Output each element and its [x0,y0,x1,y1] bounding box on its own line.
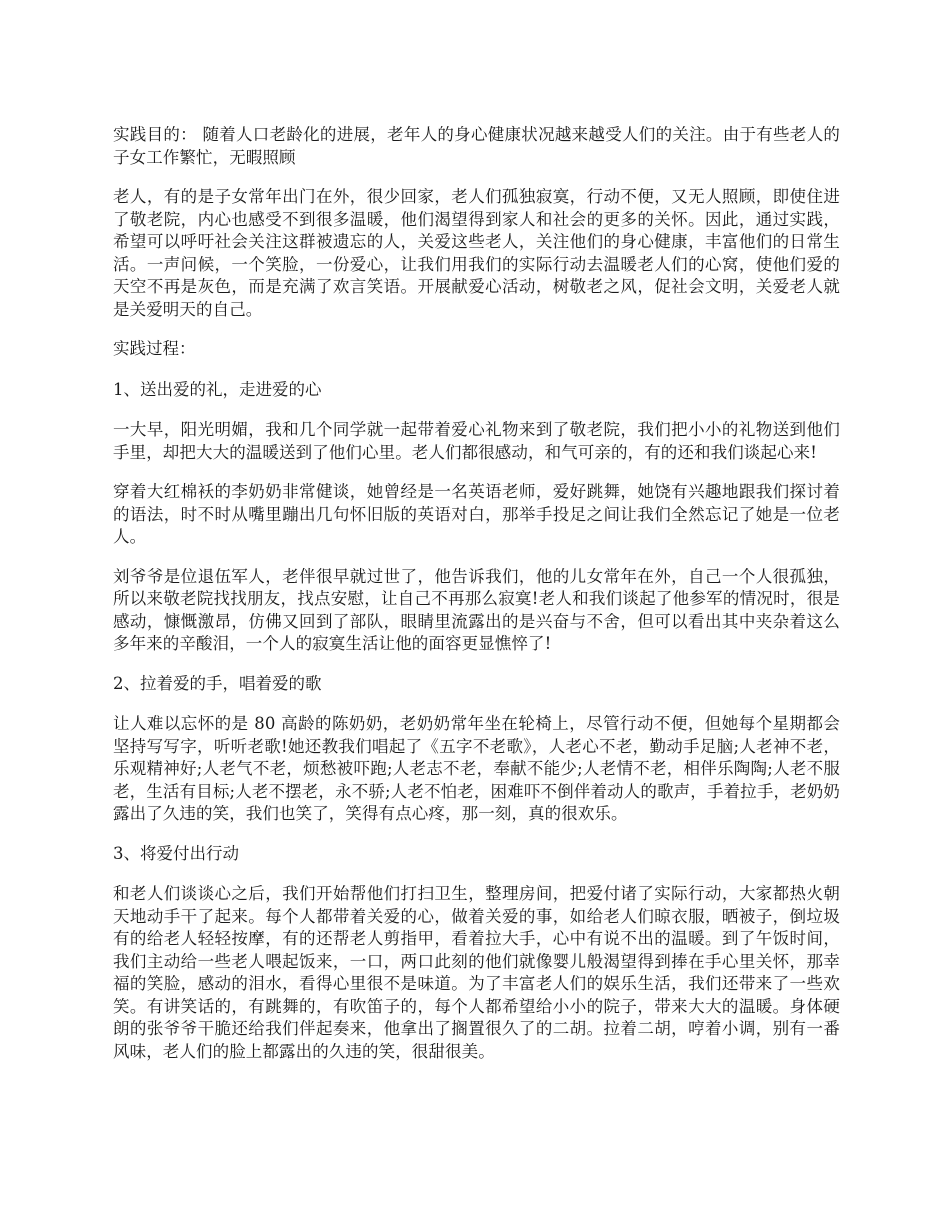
section-1-paragraph-2: 穿着大红棉袄的李奶奶非常健谈，她曾经是一名英语老师，爱好跳舞，她饶有兴趣地跟我们探讨着的语法，时不时从嘴里蹦出几句怀旧版的英语对白，那举手投足之间让我们全然忘记了她是一位老人。 [113,482,840,546]
process-heading: 实践过程： [113,339,196,358]
purpose-continued-paragraph: 老人，有的是子女常年出门在外，很少回家，老人们孤独寂寞，行动不便，又无人照顾，即使住进了敬老院，内心也感受不到很多温暖，他们渴望得到家人和社会的更多的关怀。因此，通过实践，希望可以呼吁社会关注这群被遗忘的人，关爱这些老人，关注他们的身心健康，丰富他们的日常生活。一声问候，一个笑脸，一份爱心，让我们用我们的实际行动去温暖老人们的心窝，使他们爱的天空不再是灰色，而是充满了欢言笑语。开展献爱心活动，树敬老之风，促社会文明，关爱老人就是关爱明天的自己。 [113,187,840,319]
purpose-paragraph: 实践目的： 随着人口老龄化的进展，老年人的身心健康状况越来越受人们的关注。由于有些老人的子女工作繁忙，无暇照顾 [113,125,840,167]
section-3-heading: 3、将爱付出行动 [113,843,239,863]
section-2-heading: 2、拉着爱的手，唱着爱的歌 [113,673,322,693]
section-1-paragraph-1: 一大早，阳光明媚，我和几个同学就一起带着爱心礼物来到了敬老院，我们把小小的礼物送到他们手里，却把大大的温暖送到了他们心里。老人们都很感动，和气可亲的，有的还和我们谈起心来! [113,420,840,462]
section-3-paragraph: 和老人们谈谈心之后，我们开始帮他们打扫卫生，整理房间，把爱付诸了实际行动，大家都热火朝天地动手干了起来。每个人都带着关爱的心，做着关爱的事，如给老人们晾衣服，晒被子，倒垃圾有的给老人轻轻按摩，有的还帮老人剪指甲，看着拉大手，心中有说不出的温暖。到了午饭时间，我们主动给一些老人喂起饭来，一口，两口此刻的他们就像婴儿般渴望得到捧在手心里关怀，那幸福的笑脸，感动的泪水，看得心里很不是味道。为了丰富老人们的娱乐生活，我们还带来了一些欢笑。有讲笑话的，有跳舞的，有吹笛子的，每个人都希望给小小的院子，带来大大的温暖。身体硬朗的张爷爷干脆还给我们伴起奏来，他拿出了搁置很久了的二胡。拉着二胡，哼着小调，别有一番风味，老人们的脸上都露出的久违的笑，很甜很美。 [113,884,840,1061]
section-1-paragraph-3: 刘爷爷是位退伍军人，老伴很早就过世了，他告诉我们，他的儿女常年在外，自己一个人很孤独，所以来敬老院找找朋友，找点安慰，让自己不再那么寂寞!老人和我们谈起了他参军的情况时，很是感动，慷慨激昂，仿佛又回到了部队，眼睛里流露出的是兴奋与不舍，但可以看出其中夹杂着这么多年来的辛酸泪，一个人的寂寞生活让他的面容更显憔悴了! [113,566,840,653]
section-1-heading: 1、送出爱的礼，走进爱的心 [113,379,322,399]
section-2-paragraph: 让人难以忘怀的是 80 高龄的陈奶奶，老奶奶常年坐在轮椅上，尽管行动不便，但她每个星期都会坚持写写字，听听老歌!她还教我们唱起了《五字不老歌》，人老心不老，勤动手足脑;人老神不老，乐观精神好;人老气不老，烦愁被吓跑;人老志不老，奉献不能少;人老情不老，相伴乐陶陶;人老不服老，生活有目标;人老不摆老，永不骄;人老不怕老，困难吓不倒伴着动人的歌声，手着拉手，老奶奶露出了久违的笑，我们也笑了，笑得有点心疼，那一刻，真的很欢乐。 [113,714,840,823]
